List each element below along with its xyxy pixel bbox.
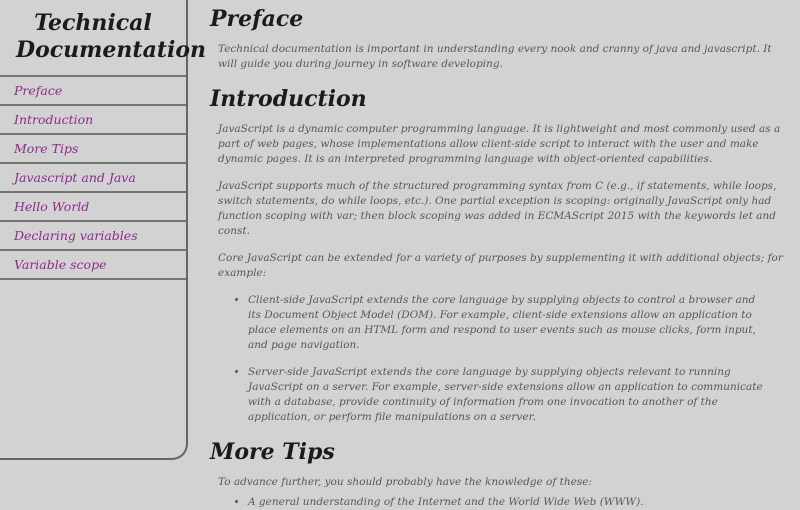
sidebar-item-introduction[interactable]: Introduction [0, 106, 186, 135]
sidebar-item-more-tips[interactable]: More Tips [0, 135, 186, 164]
sidebar-item-declaring-variables[interactable]: Declaring variables [0, 222, 186, 251]
section-introduction [210, 86, 790, 425]
sidebar-item-variable-scope[interactable]: Variable scope [0, 251, 186, 280]
sidebar-title: Technical Documentation [0, 0, 186, 77]
section-heading-more-tips: More Tips [210, 439, 335, 465]
paragraph: JavaScript is a dynamic computer programming language. It is lightweight and most commonly used as a part of web pages, whose implementations allow client-side script to interact with the user and make dynamic pages. It is an interpreted programming language with object-oriented capabilities. [218, 123, 781, 165]
bullet-list [218, 293, 790, 425]
sidebar-nav [0, 77, 186, 280]
sidebar-item-preface[interactable]: Preface [0, 77, 186, 106]
list-item: • Client-side JavaScript extends the core language by supplying objects to control a browser and its Document Object Model (DOM). For example, client-side extensions allow an application to place elements on an HTML form and respond to user events such as mouse clicks, form input, and page navigation. [248, 293, 790, 353]
sidebar-item-javascript-and-java[interactable]: Javascript and Java [0, 164, 186, 193]
paragraph: Technical documentation is important in understanding every nook and cranny of java and javascript. It will guide you during journey in software developing. [218, 43, 772, 70]
section-preface [210, 6, 790, 72]
list-item: • Server-side JavaScript extends the core language by supplying objects relevant to running JavaScript on a server. For example, server-side extensions allow an application to communicate with a database, provide continuity of information from one invocation to another of the application, or perform file manipulations on a server. [248, 365, 790, 425]
section-heading-introduction: Introduction [210, 86, 367, 112]
list-item: • A general understanding of the Internet and the World Wide Web (WWW). [248, 495, 790, 510]
paragraph: To advance further, you should probably have the knowledge of these: [218, 476, 592, 488]
paragraph: Core JavaScript can be extended for a variety of purposes by supplementing it with additional objects; for example: [218, 252, 783, 279]
main-content [210, 6, 790, 510]
sidebar-item-hello-world[interactable]: Hello World [0, 193, 186, 222]
sidebar [0, 0, 207, 460]
bullet-list [218, 495, 790, 510]
section-heading-preface: Preface [210, 6, 304, 32]
paragraph: JavaScript supports much of the structured programming syntax from C (e.g., if statements, while loops, switch statements, do while loops, etc.). One partial exception is scoping: originally JavaScript only had function scoping with var; then block scoping was added in ECMAScript 2015 with the keywords let and const. [218, 180, 777, 237]
